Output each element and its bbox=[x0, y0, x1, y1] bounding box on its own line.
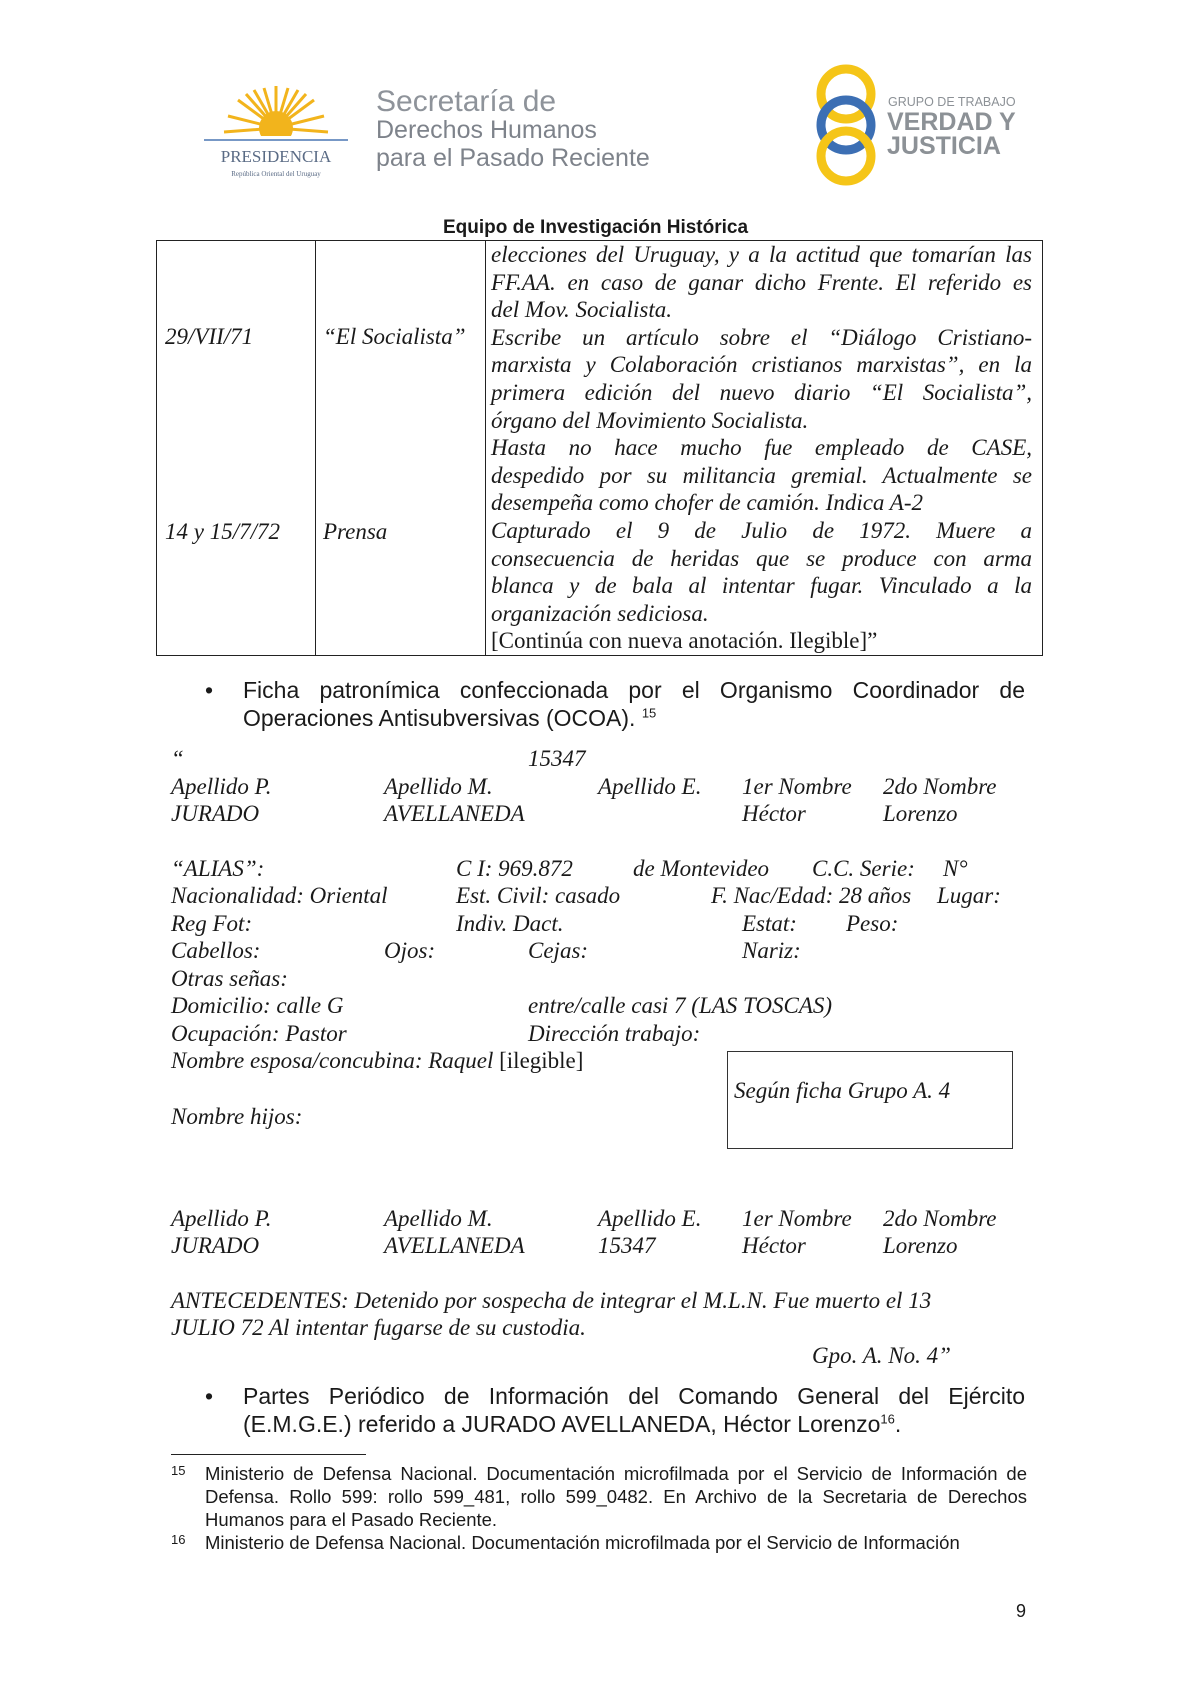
footnote-15-number: 15 bbox=[171, 1463, 186, 1478]
value-apellido-p: JURADO bbox=[171, 801, 260, 826]
label-alias: “ALIAS”: bbox=[171, 856, 265, 881]
field-esposa bbox=[171, 1048, 583, 1074]
label2-apellido-m: Apellido M. bbox=[384, 1206, 493, 1231]
notes-column bbox=[491, 241, 1032, 655]
bullet-emge-line-1: Partes Periódico de Información del Comando General del Ejército bbox=[243, 1383, 1025, 1409]
field-ci-place: de Montevideo bbox=[633, 856, 770, 881]
field-esposa-label: Nombre esposa/concubina: Raquel bbox=[171, 1048, 494, 1073]
note-line: [Continúa con nueva anotación. Ilegible]” bbox=[491, 628, 878, 654]
label2-2do-nombre: 2do Nombre bbox=[883, 1206, 997, 1231]
bullet-emge bbox=[205, 1382, 1025, 1438]
field-entre-calle: entre/calle casi 7 (LAS TOSCAS) bbox=[528, 993, 833, 1018]
presidencia-sub: República Oriental del Uruguay bbox=[231, 170, 321, 178]
secretaria-line-2: Derechos Humanos bbox=[376, 116, 597, 144]
value2-1er-nombre: Héctor bbox=[742, 1233, 806, 1258]
open-quote: “ bbox=[171, 746, 184, 771]
field-nacionalidad: Nacionalidad: Oriental bbox=[171, 883, 388, 908]
note-line: Hasta no hace mucho fue empleado de CASE, bbox=[491, 435, 1032, 461]
presidencia-logo bbox=[196, 80, 356, 180]
value-apellido-m: AVELLANEDA bbox=[384, 801, 525, 826]
note-line: despedido por su militancia gremial. Actualmente se bbox=[491, 462, 1032, 488]
footnote-16-text: Ministerio de Defensa Nacional. Documentación microfilmada por el Servicio de Información bbox=[205, 1532, 960, 1553]
label-2do-nombre: 2do Nombre bbox=[883, 774, 997, 799]
label2-apellido-p: Apellido P. bbox=[171, 1206, 272, 1231]
value2-apellido-p: JURADO bbox=[171, 1233, 260, 1258]
secretaria-line-3: para el Pasado Reciente bbox=[376, 144, 650, 172]
gpo-signature: Gpo. A. No. 4” bbox=[812, 1343, 951, 1368]
field-direccion-trabajo: Dirección trabajo: bbox=[528, 1021, 701, 1046]
footnote-separator bbox=[171, 1454, 366, 1455]
label2-apellido-e: Apellido E. bbox=[598, 1206, 702, 1231]
bullet-dot-icon: • bbox=[205, 1383, 214, 1409]
field-est-civil: Est. Civil: casado bbox=[456, 883, 621, 908]
field-ocupacion: Ocupación: Pastor bbox=[171, 1021, 347, 1046]
field-nariz: Nariz: bbox=[742, 938, 801, 963]
gtvj-small: GRUPO DE TRABAJO bbox=[888, 95, 1016, 109]
footnote-16-number: 16 bbox=[171, 1532, 186, 1547]
value2-2do-nombre: Lorenzo bbox=[883, 1233, 958, 1258]
value-1er-nombre: Héctor bbox=[742, 801, 806, 826]
ficha-number: 15347 bbox=[528, 746, 586, 771]
footnote-ref-15[interactable]: 15 bbox=[641, 705, 657, 721]
note-line: FF.AA. en caso de ganar dicho Frente. El referido es bbox=[491, 269, 1032, 295]
row1-source: “El Socialista” bbox=[323, 324, 466, 349]
value2-apellido-e: 15347 bbox=[598, 1233, 656, 1258]
bullet-ocoa-line-1: Ficha patronímica confeccionada por el Organismo Coordinador de bbox=[243, 677, 1025, 703]
note-line: organización sediciosa. bbox=[491, 600, 709, 626]
note-line: marxista y Colaboración cristianos marxistas”, en la bbox=[491, 352, 1032, 378]
footnote-15-text: Ministerio de Defensa Nacional. Documentación microfilmada por el Servicio de Información de Defensa. Rollo 599: rollo 599_481, rollo 599_0482. En Archivo de la Secretaria de Derechos Humanos para el Pasado Reciente. bbox=[205, 1463, 1027, 1530]
team-heading: Equipo de Investigación Histórica bbox=[442, 217, 749, 238]
gtvj-big-1: VERDAD Y bbox=[887, 108, 1016, 136]
row2-source: Prensa bbox=[323, 519, 388, 544]
field-domicilio: Domicilio: calle G bbox=[171, 993, 344, 1018]
field-no: N° bbox=[943, 856, 968, 881]
value2-apellido-m: AVELLANEDA bbox=[384, 1233, 525, 1258]
row1-date: 29/VII/71 bbox=[165, 324, 254, 349]
bullet-emge-line-2: (E.M.G.E.) referido a JURADO AVELLANEDA, Héctor Lorenzo bbox=[243, 1411, 881, 1437]
grupo-box-text: Según ficha Grupo A. 4 bbox=[734, 1078, 951, 1103]
antecedentes-line-1: ANTECEDENTES: Detenido por sospecha de integrar el M.L.N. Fue muerto el 13 bbox=[171, 1288, 932, 1313]
field-ci: C I: 969.872 bbox=[456, 856, 573, 881]
field-cejas: Cejas: bbox=[528, 938, 589, 963]
secretaria-line-1: Secretaría de bbox=[376, 85, 557, 118]
label-apellido-p: Apellido P. bbox=[171, 774, 272, 799]
gtvj-rings-icon bbox=[812, 62, 1022, 186]
note-line: desempeña como chofer de camión. Indica A-2 bbox=[491, 490, 923, 516]
label-1er-nombre: 1er Nombre bbox=[742, 774, 852, 799]
note-line: Capturado el 9 de Julio de 1972. Muere a bbox=[491, 517, 1032, 543]
records-table bbox=[156, 240, 1043, 656]
grupo-box bbox=[727, 1051, 1013, 1149]
gtvj-big-2: JUSTICIA bbox=[887, 132, 1001, 160]
field-ojos: Ojos: bbox=[384, 938, 436, 963]
footnote-ref-16[interactable]: 16 bbox=[880, 1411, 895, 1427]
note-line: Escribe un artículo sobre el “Diálogo Cristiano- bbox=[491, 324, 1032, 350]
footnote-15 bbox=[171, 1462, 1027, 1531]
table-divider bbox=[315, 241, 316, 655]
value-2do-nombre: Lorenzo bbox=[883, 801, 958, 826]
note-line: primera edición del nuevo diario “El Socialista”, bbox=[491, 379, 1032, 405]
page-number: 9 bbox=[1016, 1601, 1027, 1621]
field-esposa-ilegible: [ilegible] bbox=[499, 1048, 584, 1073]
row2-date: 14 y 15/7/72 bbox=[165, 519, 280, 544]
label-apellido-e: Apellido E. bbox=[598, 774, 702, 799]
field-reg-fot: Reg Fot: bbox=[171, 911, 253, 936]
footnote-16 bbox=[171, 1531, 1027, 1554]
sun-icon bbox=[196, 80, 356, 180]
field-lugar: Lugar: bbox=[937, 883, 1001, 908]
field-indiv-dact: Indiv. Dact. bbox=[456, 911, 564, 936]
field-f-nac: F. Nac/Edad: 28 años bbox=[711, 883, 912, 908]
bullet-ocoa-line-2: Operaciones Antisubversivas (OCOA). bbox=[243, 705, 636, 731]
field-cc-serie: C.C. Serie: bbox=[812, 856, 915, 881]
note-line: elecciones del Uruguay, y a la actitud que tomarían las bbox=[491, 242, 1032, 267]
bullet-dot-icon: • bbox=[205, 677, 214, 703]
table-divider bbox=[485, 241, 486, 655]
note-line: del Mov. Socialista. bbox=[491, 297, 672, 323]
antecedentes-line-2: JULIO 72 Al intentar fugarse de su custodia. bbox=[171, 1315, 586, 1340]
field-peso: Peso: bbox=[846, 911, 899, 936]
note-line: blanca y de bala al intentar fugar. Vinculado a la bbox=[491, 573, 1032, 599]
label2-1er-nombre: 1er Nombre bbox=[742, 1206, 852, 1231]
note-line: órgano del Movimiento Socialista. bbox=[491, 407, 809, 433]
field-otras-senas: Otras señas: bbox=[171, 966, 288, 991]
field-hijos: Nombre hijos: bbox=[171, 1104, 303, 1129]
note-line: consecuencia de heridas que se produce con arma bbox=[491, 545, 1032, 571]
field-cabellos: Cabellos: bbox=[171, 938, 261, 963]
presidencia-label: PRESIDENCIA bbox=[220, 147, 332, 166]
field-estat: Estat: bbox=[742, 911, 797, 936]
bullet-emge-end: . bbox=[894, 1411, 902, 1437]
gtvj-logo bbox=[812, 62, 1022, 186]
bullet-ocoa bbox=[205, 676, 1025, 732]
secretaria-title bbox=[376, 85, 650, 172]
label-apellido-m: Apellido M. bbox=[384, 774, 493, 799]
